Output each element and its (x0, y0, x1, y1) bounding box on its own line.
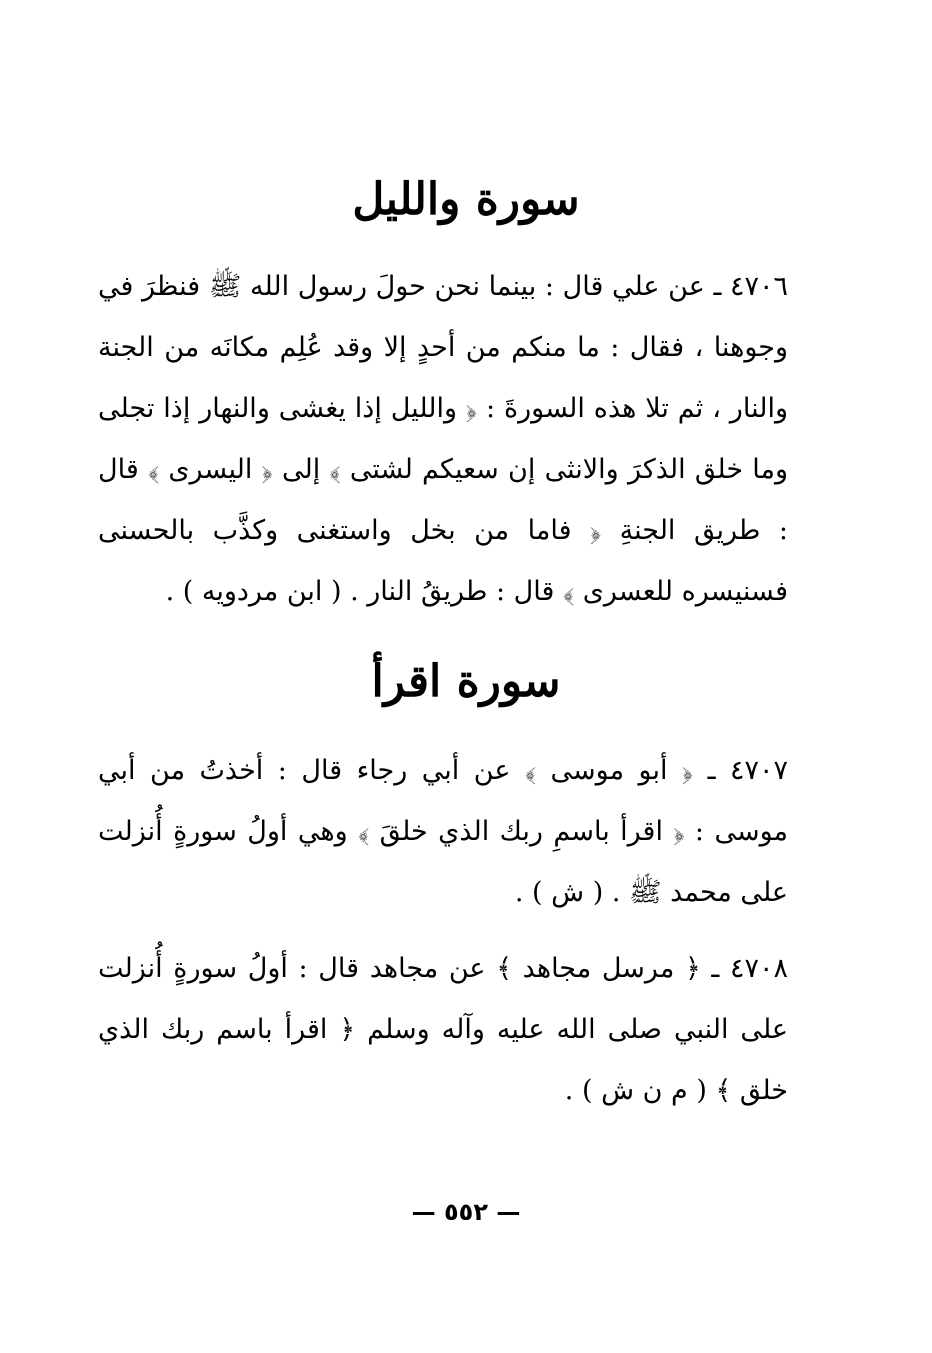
hadith-4706: ٤٧٠٦ ـ عن علي قال : بينما نحن حولَ رسول الله ﷺ فنظرَ في وجوهنا ، فقال : ما منكم من أحدٍ إلا وقد عُلِم مكانَه من الجنة والنار ، ثم تلا هذه السورةَ : ﴿ والليل إذا يغشى والنهار إذا تجلى وما خلق الذكرَ والانثى إن سعيكم لشتى ﴾ إلى ﴿ اليسرى ﴾ قال : طريق الجنةِ ﴿ فاما من بخل واستغنى وكذَّب بالحسنى فسنيسره للعسرى ﴾ قال : طريقُ النار . ( ابن مردويه ) . (98, 271, 788, 607)
hadith-4708: ٤٧٠٨ ـ ﴿ مرسل مجاهد ﴾ عن مجاهد قال : أولُ سورةٍ أُنزلت على النبي صلى الله عليه وآله وسلم ﴿ اقرأ باسم ربك الذي خلق ﴾ ( م ن ش ) . (98, 953, 788, 1106)
section-title-al-layl: سورة والليل (352, 174, 580, 225)
section-title-iqra: سورة اقرأ (371, 656, 561, 707)
page-number: — ٥٥٢ — (411, 1198, 521, 1226)
hadith-4707: ٤٧٠٧ ـ ﴿ أبو موسى ﴾ عن أبي رجاء قال : أخذتُ من أبي موسى : ﴿ اقرأ باسمِ ربك الذي خلقَ ﴾ وهي أولُ سورةٍ أُنزلت على محمد ﷺ . ( ش ) . (98, 755, 789, 908)
